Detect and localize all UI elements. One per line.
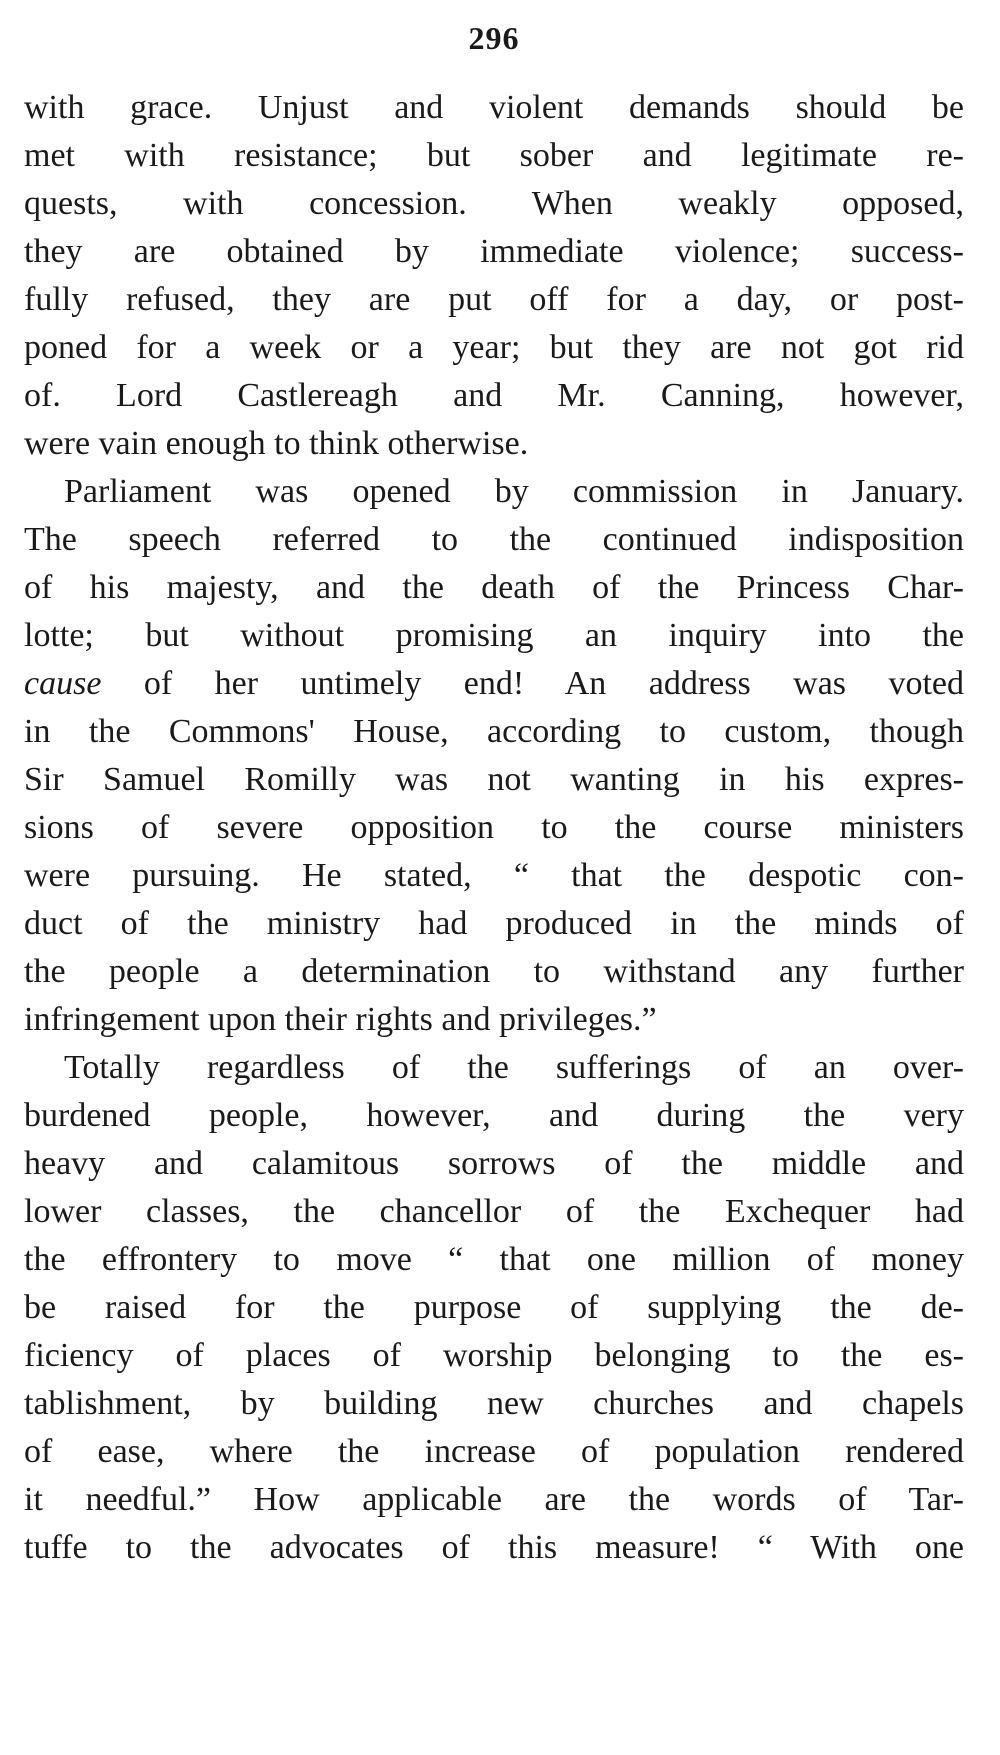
text-line: were vain enough to think otherwise. (24, 425, 529, 462)
text-line: duct of the ministry had produced in the minds of (24, 905, 964, 942)
text-line: poned for a week or a year; but they are not got rid (24, 329, 964, 366)
text-line-with-italic (24, 664, 964, 706)
text-line: in the Commons' House, according to custom, though (24, 713, 964, 750)
text-line: lotte; but without promising an inquiry into the (24, 617, 964, 654)
text-line: heavy and calamitous sorrows of the middle and (24, 1145, 964, 1182)
text-line: met with resistance; but sober and legitimate re- (24, 137, 964, 174)
italic-word: cause (24, 665, 102, 702)
text-line: The speech referred to the continued indisposition (24, 521, 964, 558)
text-line: it needful.” How applicable are the words of Tar- (24, 1481, 964, 1518)
text-line: be raised for the purpose of supplying the de- (24, 1289, 964, 1326)
page-number: 296 (468, 20, 520, 56)
paragraph-first-line: Parliament was opened by commission in January. (64, 473, 964, 510)
text-line: infringement upon their rights and privileges.” (24, 1001, 657, 1038)
text-line: fully refused, they are put off for a day, or post- (24, 281, 964, 318)
text-line: burdened people, however, and during the very (24, 1097, 964, 1134)
text-line: the effrontery to move “ that one million of money (24, 1241, 964, 1278)
text-segment: of her untimely end! An address was voted (101, 665, 964, 702)
text-line: with grace. Unjust and violent demands should be (24, 89, 964, 126)
text-line: lower classes, the chancellor of the Exchequer had (24, 1193, 964, 1230)
text-line: were pursuing. He stated, “ that the despotic con- (24, 857, 964, 894)
text-line: the people a determination to withstand any further (24, 953, 964, 990)
text-line: ficiency of places of worship belonging to the es- (24, 1337, 964, 1374)
text-line: of. Lord Castlereagh and Mr. Canning, however, (24, 377, 964, 414)
text-line: sions of severe opposition to the course ministers (24, 809, 964, 846)
text-line: they are obtained by immediate violence; success- (24, 233, 964, 270)
text-line: tablishment, by building new churches and chapels (24, 1385, 964, 1422)
book-page (24, 0, 964, 1755)
text-line: Sir Samuel Romilly was not wanting in his expres- (24, 761, 964, 798)
text-line: of ease, where the increase of population rendered (24, 1433, 964, 1470)
text-line: quests, with concession. When weakly opposed, (24, 185, 964, 222)
text-line: of his majesty, and the death of the Princess Char- (24, 569, 964, 606)
text-line: tuffe to the advocates of this measure! “ With one (24, 1529, 964, 1566)
paragraph-first-line: Totally regardless of the sufferings of an over- (64, 1049, 964, 1086)
